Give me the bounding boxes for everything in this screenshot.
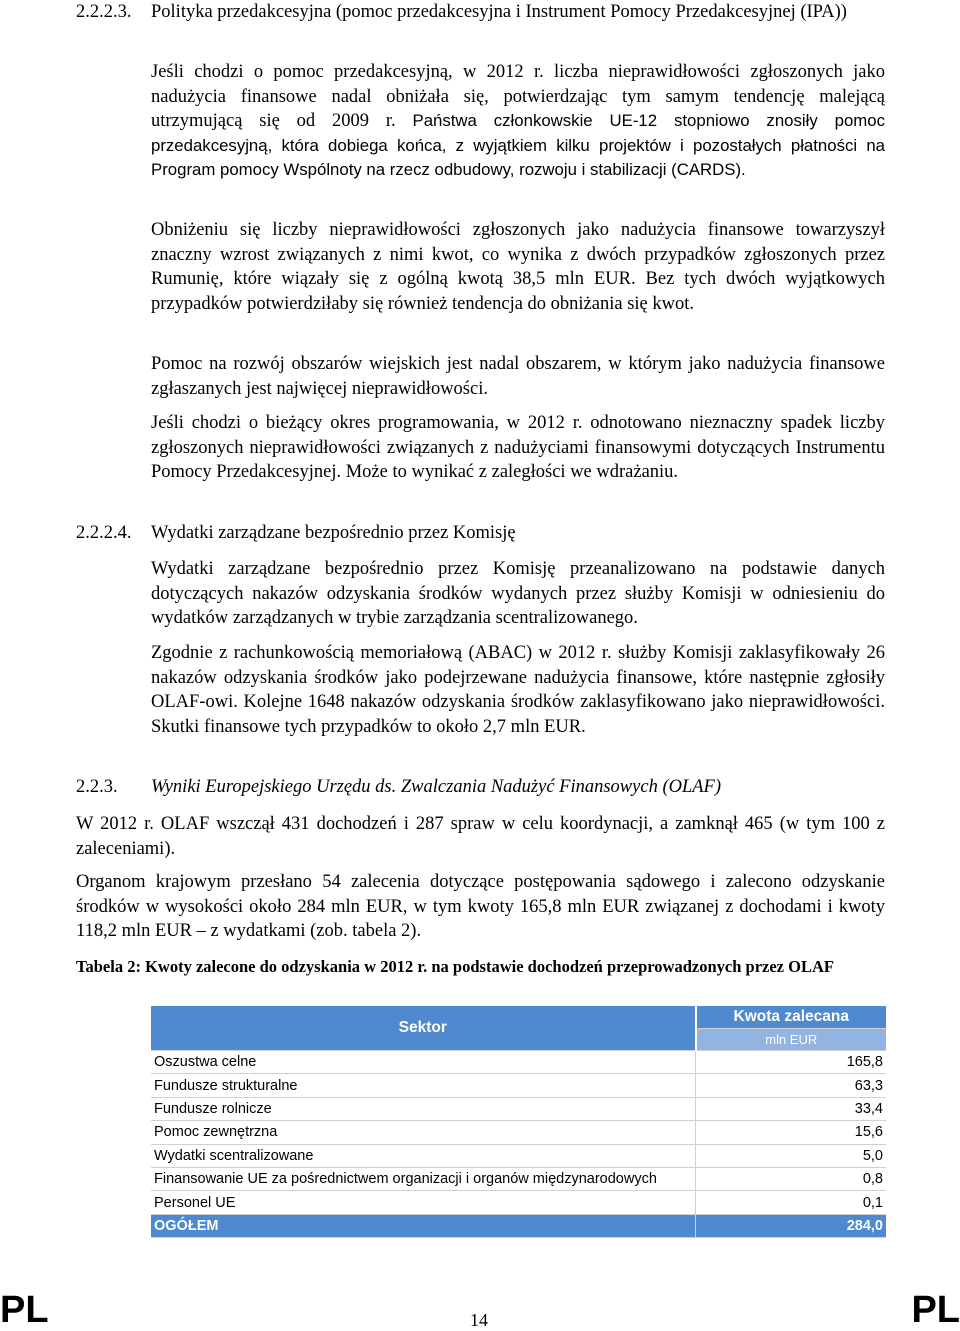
paragraph-text: Jeśli chodzi o pomoc przedakcesyjną, w 2012 r. liczba nieprawidłowości zgłoszonych jako nadużycia finansowe nadal obniżała się, potwierdzając tym samym tendencję malejącą utrzymującą się od 2009 r. — [151, 62, 885, 132]
section-title: Wydatki zarządzane bezpośrednio przez Komisję — [151, 523, 516, 543]
cell-sector: Pomoc zewnętrzna — [151, 1121, 696, 1144]
header-amount: Kwota zalecana — [696, 1006, 887, 1029]
paragraph: Organom krajowym przesłano 54 zalecenia dotyczące postępowania sądowego i zalecono odzyskanie środków w wysokości około 284 mln EUR, w tym kwoty 165,8 mln EUR związanej z dochodami i kwoty 118,2 mln EUR – z wydatkami (zob. tabela 2). — [76, 872, 885, 942]
cell-sector: Fundusze strukturalne — [151, 1074, 696, 1097]
table-row — [151, 1144, 886, 1167]
cell-sector: Oszustwa celne — [151, 1051, 696, 1074]
cell-amount: 63,3 — [696, 1074, 887, 1097]
paragraph: Wydatki zarządzane bezpośrednio przez Komisję przeanalizowano na podstawie danych dotyczących nakazów odzyskania środków wydanych przez służby Komisji w odniesieniu do wydatków zarządzanych w trybie zarządzania scentralizowanego. — [151, 559, 885, 629]
table-row — [151, 1074, 886, 1097]
cell-amount: 33,4 — [696, 1097, 887, 1120]
table-row — [151, 1121, 886, 1144]
recovery-table — [151, 1006, 886, 1238]
header-unit: mln EUR — [696, 1029, 887, 1051]
table-row — [151, 1167, 886, 1190]
table-caption: Tabela 2: Kwoty zalecone do odzyskania w 2012 r. na podstawie dochodzeń przeprowadzonych przez OLAF — [76, 957, 834, 976]
table-row — [151, 1191, 886, 1214]
table-row — [151, 1097, 886, 1120]
paragraph-text: Państwa członkowskie UE-12 stopniowo znosiły pomoc przedakcesyjną, która dobiega końca, z wyjątkiem kilku projektów i pozostałych płatności na Program pomocy Wspólnoty na rzecz odbudowy, rozwoju i stabilizacji (CARDS). — [151, 111, 885, 180]
cell-sector: Wydatki scentralizowane — [151, 1144, 696, 1167]
footer-language-right: PL — [911, 1289, 960, 1331]
cell-total-label: OGÓŁEM — [151, 1214, 696, 1237]
paragraph: Pomoc na rozwój obszarów wiejskich jest nadal obszarem, w którym jako nadużycia finansowe zgłaszanych jest najwięcej nieprawidłowości. — [151, 354, 885, 399]
cell-amount: 15,6 — [696, 1121, 887, 1144]
cell-amount: 5,0 — [696, 1144, 887, 1167]
cell-total-amount: 284,0 — [696, 1214, 887, 1237]
section-title: Polityka przedakcesyjna (pomoc przedakcesyjna i Instrument Pomocy Przedakcesyjnej (IPA)) — [151, 2, 847, 22]
cell-sector: Finansowanie UE za pośrednictwem organizacji i organów międzynarodowych — [151, 1167, 696, 1190]
cell-sector: Fundusze rolnicze — [151, 1097, 696, 1120]
table-header-row — [151, 1006, 886, 1029]
table-total-row — [151, 1214, 886, 1237]
paragraph: Jeśli chodzi o bieżący okres programowania, w 2012 r. odnotowano nieznaczny spadek liczby zgłoszonych nieprawidłowości związanych z nadużyciami finansowymi dotyczących Instrumentu Pomocy Przedakcesyjnej. Może to wynikać z zaległości we wdrażaniu. — [151, 413, 885, 483]
cell-amount: 165,8 — [696, 1051, 887, 1074]
header-sector: Sektor — [151, 1006, 696, 1051]
paragraph — [151, 60, 885, 183]
section-title: Wyniki Europejskiego Urzędu ds. Zwalczania Nadużyć Finansowych (OLAF) — [151, 777, 722, 797]
cell-sector: Personel UE — [151, 1191, 696, 1214]
paragraph: Zgodnie z rachunkowością memoriałową (ABAC) w 2012 r. służby Komisji zaklasyfikowały 26 nakazów odzyskania środków jako podejrzewane nadużycia finansowe, które następnie zgłosiły OLAF-owi. Kolejne 1648 nakazów odzyskania środków zaklasyfikowano jako nieprawidłowości. Skutki finansowe tych przypadków to około 2,7 mln EUR. — [151, 643, 885, 737]
paragraph: Obniżeniu się liczby nieprawidłowości zgłoszonych jako nadużycia finansowe towarzyszył znaczny wzrost związanych z nimi kwot, co wynika z dwóch przypadków zgłoszonych przez Rumunię, które wiązały się z ogólną kwotą 38,5 mln EUR. Bez tych dwóch wyjątkowych przypadków potwierdziłaby się również tendencja do obniżania się kwot. — [151, 220, 885, 314]
cell-amount: 0,1 — [696, 1191, 887, 1214]
footer-language-left: PL — [0, 1289, 49, 1331]
paragraph: W 2012 r. OLAF wszczął 431 dochodzeń i 287 spraw w celu koordynacji, a zamknął 465 (w tym 100 z zaleceniami). — [76, 814, 885, 859]
section-number: 2.2.2.3. — [76, 2, 132, 22]
cell-amount: 0,8 — [696, 1167, 887, 1190]
table-row — [151, 1051, 886, 1074]
section-number: 2.2.3. — [76, 777, 118, 797]
page-number: 14 — [470, 1310, 488, 1330]
section-number: 2.2.2.4. — [76, 523, 132, 543]
